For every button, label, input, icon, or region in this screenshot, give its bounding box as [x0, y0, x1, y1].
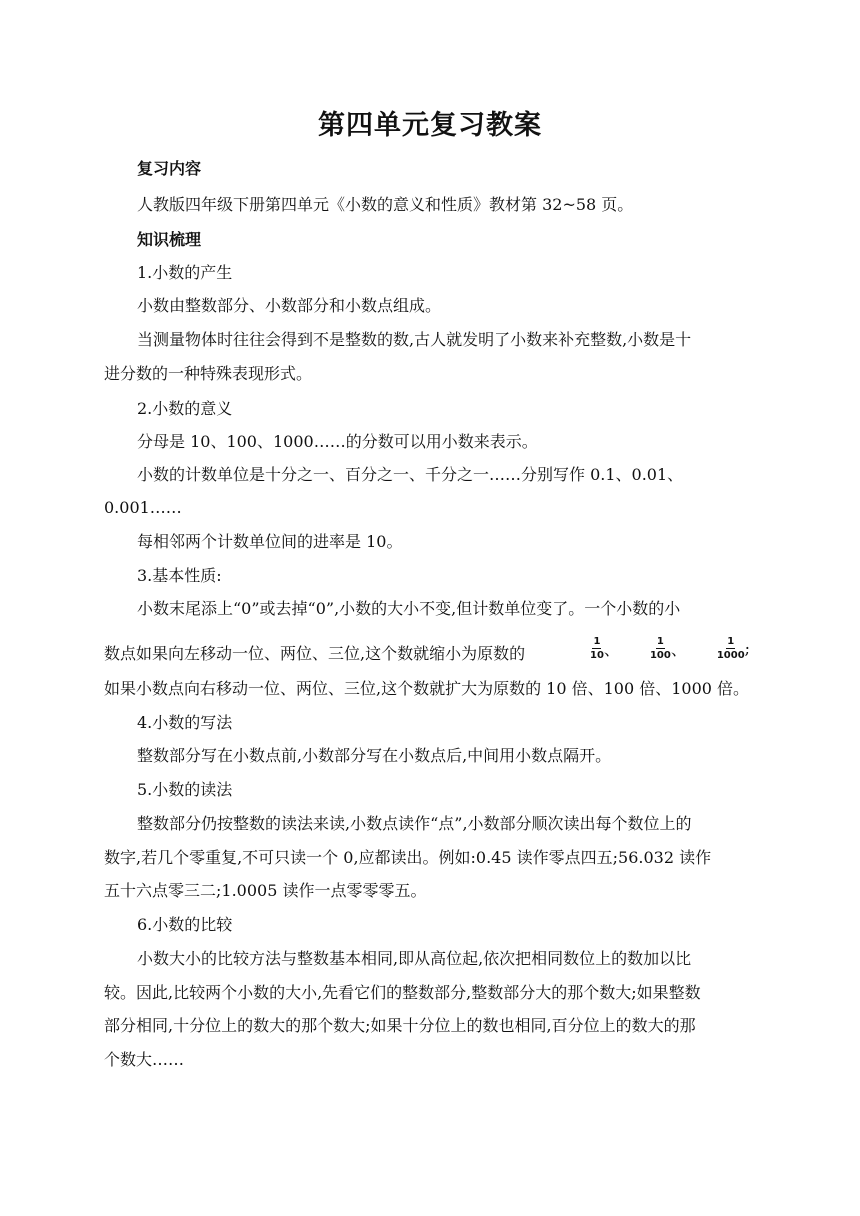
- paragraph-line: 数点如果向左移动一位、两位、三位,这个数就缩小为原数的: [104, 644, 526, 663]
- page-title: 第四单元复习教案: [318, 110, 542, 141]
- paragraph-line: 数字,若几个零重复,不可只读一个 0,应都读出。例如:0.45 读作零点四五;56.032 读作: [104, 848, 712, 867]
- paragraph-line: 小数由整数部分、小数部分和小数点组成。: [137, 296, 442, 315]
- subheading-writing: 4.小数的写法: [137, 713, 233, 732]
- fraction-group: [590, 631, 764, 665]
- paragraph-line: 小数末尾添上“0”或去掉“0”,小数的大小不变,但计数单位变了。一个小数的小: [137, 599, 681, 618]
- subheading-meaning: 2.小数的意义: [137, 399, 233, 418]
- subheading-origin: 1.小数的产生: [137, 263, 233, 282]
- fraction-item: $\frac{1}{10}$ 、: [590, 635, 620, 661]
- fraction-item: $\frac{1}{1000}$ ;: [716, 635, 751, 661]
- subheading-reading: 5.小数的读法: [137, 780, 233, 799]
- paragraph-line: 小数的计数单位是十分之一、百分之一、千分之一……分别写作 0.1、0.01、: [137, 465, 684, 484]
- section-heading-knowledge: 知识梳理: [137, 230, 202, 249]
- paragraph-line: 较。因此,比较两个小数的大小,先看它们的整数部分,整数部分大的那个数大;如果整数: [104, 983, 701, 1002]
- paragraph-line: 0.001……: [104, 498, 182, 517]
- paragraph-line: 五十六点零三二;1.0005 读作一点零零零五。: [104, 881, 427, 900]
- paragraph-line: 个数大……: [104, 1050, 185, 1069]
- subheading-comparison: 6.小数的比较: [137, 915, 233, 934]
- fraction: $\frac{1}{10}$: [590, 635, 604, 661]
- review-content-text: 人教版四年级下册第四单元《小数的意义和性质》教材第 32~58 页。: [137, 195, 634, 214]
- fraction: $\frac{1}{1000}$: [716, 635, 745, 661]
- paragraph-line: 整数部分仍按整数的读法来读,小数点读作“点”,小数部分顺次读出每个数位上的: [137, 814, 692, 833]
- paragraph-line: 部分相同,十分位上的数大的那个数大;如果十分位上的数也相同,百分位上的数大的那: [104, 1016, 696, 1035]
- paragraph-line: 分母是 10、100、1000……的分数可以用小数来表示。: [137, 432, 538, 451]
- section-heading-review-content: 复习内容: [137, 159, 202, 178]
- paragraph-line: 如果小数点向右移动一位、两位、三位,这个数就扩大为原数的 10 倍、100 倍、1000 倍。: [104, 679, 750, 698]
- subheading-property: 3.基本性质:: [137, 566, 222, 585]
- paragraph-line: 进分数的一种特殊表现形式。: [104, 364, 313, 383]
- fraction: $\frac{1}{100}$: [649, 635, 671, 661]
- fraction-item: $\frac{1}{100}$ 、: [649, 635, 687, 661]
- paragraph-line: 小数大小的比较方法与整数基本相同,即从高位起,依次把相同数位上的数加以比: [137, 949, 692, 968]
- paragraph-line: 当测量物体时往往会得到不是整数的数,古人就发明了小数来补充整数,小数是十: [137, 330, 692, 349]
- paragraph-line: 整数部分写在小数点前,小数部分写在小数点后,中间用小数点隔开。: [137, 746, 612, 765]
- paragraph-line: 每相邻两个计数单位间的进率是 10。: [137, 532, 403, 551]
